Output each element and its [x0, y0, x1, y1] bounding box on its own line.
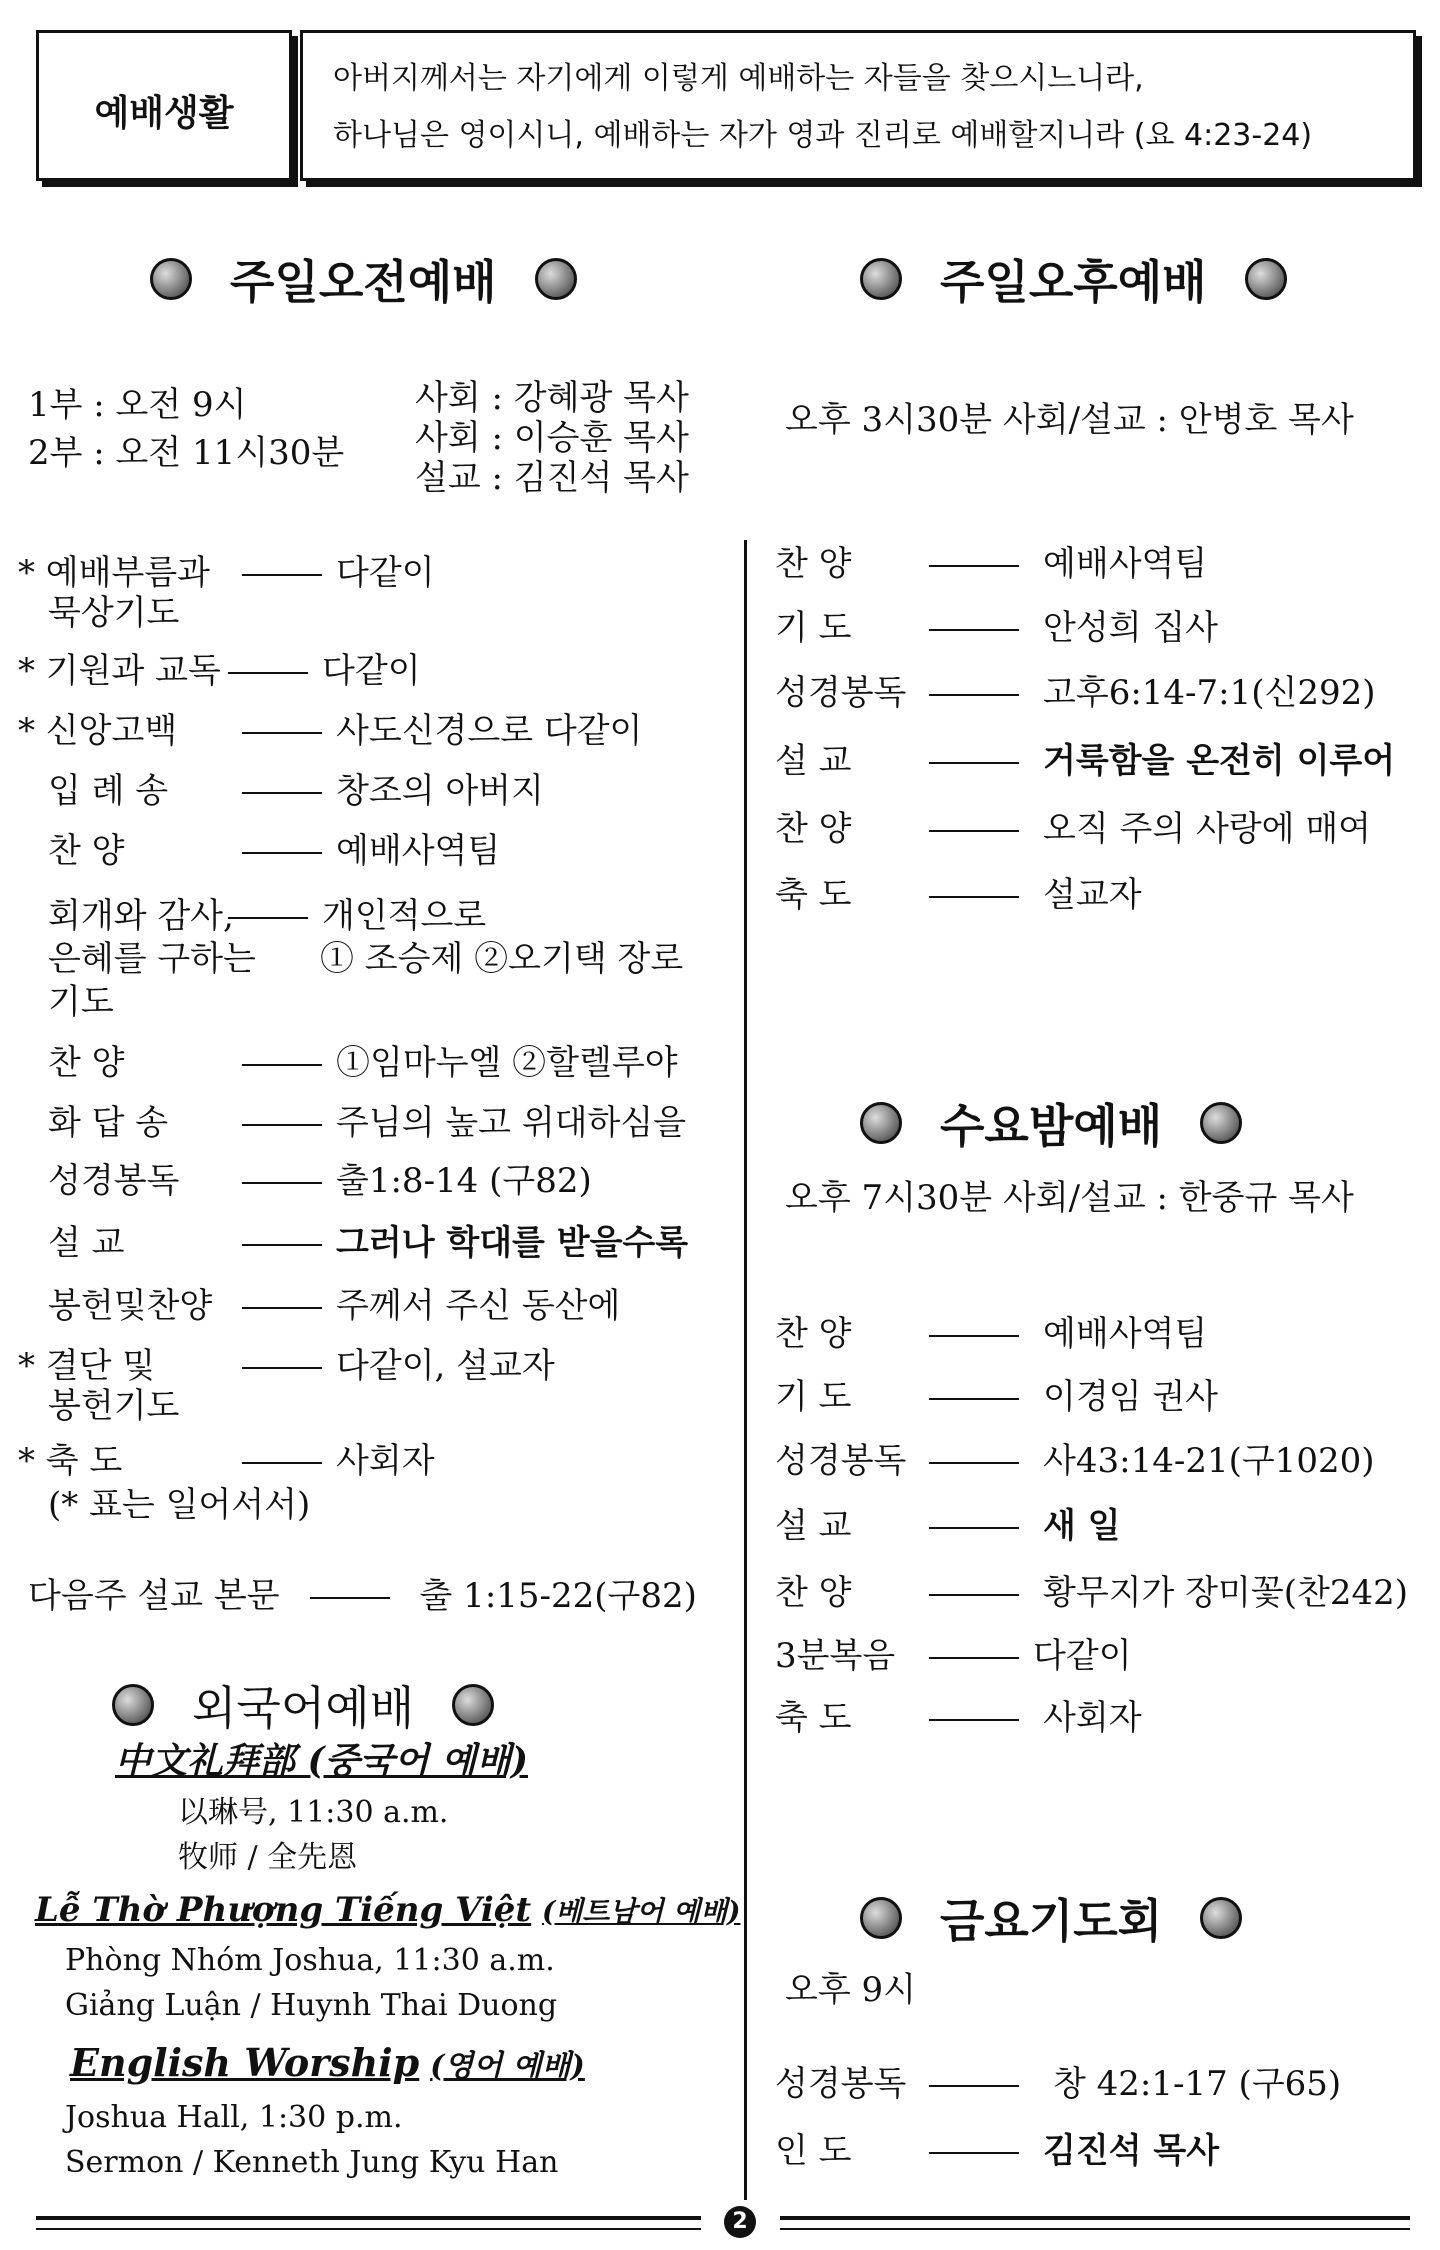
friday-title: 금요기도회	[940, 1894, 1163, 1948]
header-verse-box	[300, 30, 1416, 181]
list-item: 설 교 거룩함을 온전히 이루어	[775, 741, 1396, 781]
chinese-title: 中文礼拜部 (중국어 예배)	[115, 1740, 529, 1782]
list-item: 찬 양 예배사역팀	[775, 544, 1208, 584]
morning-host-1: 사회 : 강혜광 목사	[415, 378, 689, 418]
morning-time-2: 2부 : 오전 11시30분	[28, 433, 345, 473]
wednesday-title: 수요밤예배	[940, 1099, 1163, 1153]
afternoon-title-group	[860, 246, 1287, 312]
list-item-cont: 기도	[48, 982, 114, 1022]
wednesday-info: 오후 7시30분 사회/설교 : 한중규 목사	[785, 1178, 1354, 1218]
bullet-ball-icon	[150, 258, 192, 300]
chinese-line-1: 以琳号, 11:30 a.m.	[178, 1795, 449, 1830]
verse-line-2: 하나님은 영이시니, 예배하는 자가 영과 진리로 예배할지니라 (요 4:23-24)	[333, 118, 1313, 153]
list-item-cont: (* 표는 일어서서)	[48, 1485, 311, 1525]
list-item: 성경봉독 창 42:1-17 (구65)	[775, 2064, 1342, 2104]
morning-time-1: 1부 : 오전 9시	[28, 385, 247, 425]
morning-title: 주일오전예배	[230, 255, 497, 309]
english-line-1: Joshua Hall, 1:30 p.m.	[65, 2100, 403, 2135]
morning-sermon-by: 설교 : 김진석 목사	[415, 458, 689, 498]
afternoon-title: 주일오후예배	[940, 255, 1207, 309]
morning-host-2: 사회 : 이승훈 목사	[415, 418, 689, 458]
list-item: 축 도 사회자	[775, 1698, 1142, 1738]
list-item: 찬 양 오직 주의 사랑에 매여	[775, 809, 1372, 849]
friday-title-group	[860, 1885, 1242, 1951]
list-item: 입 례 송 창조의 아버지	[48, 771, 544, 811]
morning-title-group	[150, 246, 577, 312]
list-item: 찬 양 황무지가 장미꽃(찬242)	[775, 1573, 1408, 1613]
header-label-box	[36, 30, 292, 181]
next-sermon: 다음주 설교 본문 출 1:15-22(구82)	[28, 1576, 697, 1616]
bullet-ball-icon	[1245, 258, 1287, 300]
list-item: 찬 양 ①임마누엘 ②할렐루야	[48, 1043, 678, 1083]
afternoon-info: 오후 3시30분 사회/설교 : 안병호 목사	[785, 400, 1354, 440]
column-divider	[744, 540, 747, 2200]
list-item: 성경봉독 고후6:14-7:1(신292)	[775, 673, 1376, 713]
foreign-title: 외국어예배	[192, 1681, 415, 1735]
viet-line-2: Giảng Luận / Huynh Thai Duong	[65, 1988, 558, 2023]
header-label: 예배생활	[94, 93, 234, 134]
list-item: 인 도 김진석 목사	[775, 2131, 1220, 2171]
list-item: 축 도 설교자	[775, 875, 1142, 915]
bullet-ball-icon	[1200, 1102, 1242, 1144]
list-item: * 축 도 사회자	[18, 1441, 435, 1481]
page-number: 2	[724, 2206, 756, 2238]
bullet-ball-icon	[112, 1684, 154, 1726]
bullet-ball-icon	[860, 1102, 902, 1144]
list-item: 설 교 그러나 학대를 받을수록	[48, 1223, 689, 1263]
list-item: 3분복음 다같이	[775, 1636, 1132, 1676]
wednesday-title-group	[860, 1090, 1242, 1156]
list-item-cont: ① 조승제 ②오기택 장로	[320, 939, 684, 979]
list-item-cont: 묵상기도	[48, 593, 180, 633]
bullet-ball-icon	[452, 1684, 494, 1726]
bullet-ball-icon	[860, 1897, 902, 1939]
list-item: 기 도 안성희 집사	[775, 608, 1219, 648]
bullet-ball-icon	[535, 258, 577, 300]
list-item: * 결단 및 다같이, 설교자	[18, 1346, 555, 1386]
chinese-line-2: 牧师 / 全先恩	[178, 1840, 358, 1875]
list-item: 봉헌및찬양 주께서 주신 동산에	[48, 1286, 621, 1326]
list-item: 기 도 이경임 권사	[775, 1377, 1219, 1417]
verse-line-1: 아버지께서는 자기에게 이렇게 예배하는 자들을 찾으시느니라,	[333, 61, 1144, 96]
list-item: 회개와 감사, 개인적으로	[48, 896, 487, 936]
english-title-group: English Worship (영어 예배)	[70, 2040, 585, 2085]
list-item: 찬 양 예배사역팀	[775, 1314, 1208, 1354]
foreign-title-group	[112, 1672, 494, 1738]
friday-info: 오후 9시	[785, 1970, 916, 2010]
list-item: 설 교 새 일	[775, 1506, 1121, 1546]
viet-line-1: Phòng Nhóm Joshua, 11:30 a.m.	[65, 1943, 555, 1978]
list-item: * 예배부름과 다같이	[18, 553, 435, 593]
list-item: 화 답 송 주님의 높고 위대하심을	[48, 1103, 687, 1143]
list-item: 성경봉독 사43:14-21(구1020)	[775, 1441, 1375, 1481]
footer-rule-left	[36, 2216, 701, 2230]
english-line-2: Sermon / Kenneth Jung Kyu Han	[65, 2145, 559, 2180]
list-item: 찬 양 예배사역팀	[48, 831, 501, 871]
list-item: * 신앙고백 사도신경으로 다같이	[18, 711, 643, 751]
viet-title-group: Lễ Thờ Phượng Tiếng Việt (베트남어 예배)	[35, 1890, 741, 1930]
footer-rule-right	[780, 2216, 1410, 2230]
bullet-ball-icon	[860, 258, 902, 300]
list-item: 성경봉독 출1:8-14 (구82)	[48, 1161, 592, 1201]
list-item: * 기원과 교독 다같이	[18, 651, 421, 691]
list-item-cont: 은혜를 구하는	[48, 939, 256, 979]
list-item-cont: 봉헌기도	[48, 1386, 180, 1426]
bullet-ball-icon	[1200, 1897, 1242, 1939]
